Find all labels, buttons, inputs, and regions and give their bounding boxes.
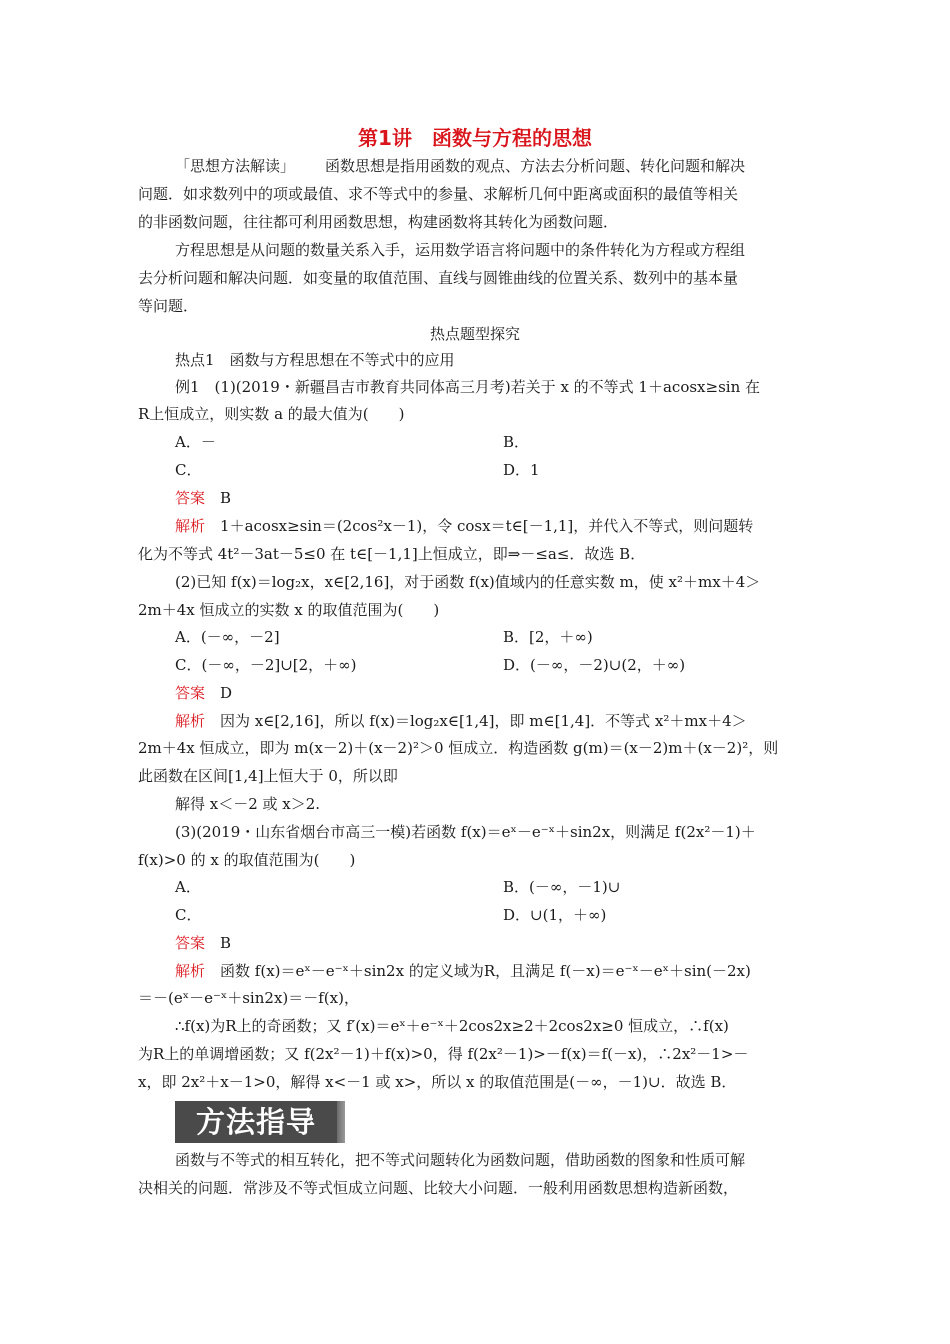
section-heading: 热点题型探究	[429, 325, 520, 343]
ex1-option-d: D．1	[503, 461, 540, 479]
intro-line-3: 的非函数问题，往往都可利用函数思想，构建函数将其转化为函数问题．	[138, 213, 619, 231]
answer-value: D	[220, 684, 233, 702]
ex1-option-b: B．	[503, 433, 530, 451]
solution-text: 1＋acosx≥sin＝(2cos²x－1)，令 cosx＝t∈[－1,1]，并代入不等式，则问题转	[220, 517, 754, 535]
ex2-solution-line-4: 解得 x＜－2 或 x＞2.	[175, 795, 321, 813]
intro-line-5: 去分析问题和解决问题．如变量的取值范围、直线与圆锥曲线的位置关系、数列中的基本量	[138, 269, 739, 287]
ex3-question-line-2: f(x)>0 的 x 的取值范围为( )	[138, 851, 356, 869]
ex3-solution-line-1	[175, 961, 855, 981]
ex2-option-a: A．(－∞，－2]	[175, 628, 280, 646]
ex2-option-b: B．[2，＋∞)	[503, 628, 593, 646]
ex2-solution-line-1	[175, 711, 855, 731]
answer-value: B	[220, 489, 232, 507]
ex1-solution-line-1	[175, 516, 855, 536]
ex1-question-line-2: R上恒成立，则实数 a 的最大值为( )	[138, 405, 405, 423]
intro-line-1	[175, 156, 855, 176]
ex1-option-c: C．	[175, 461, 202, 479]
ex1-question-line-1: 例1 (1)(2019・新疆昌吉市教育共同体高三月考)若关于 x 的不等式 1＋acosx≥sin 在	[175, 378, 761, 396]
solution-label: 解析	[175, 517, 206, 535]
ex2-option-c: C．(－∞，－2]∪[2，＋∞)	[175, 656, 357, 674]
ex3-question-line-1: (3)(2019・山东省烟台市高三一模)若函数 f(x)＝eˣ－e⁻ˣ＋sin2x，则满足 f(2x²－1)＋	[175, 823, 756, 841]
method-line-1: 函数与不等式的相互转化，把不等式问题转化为函数问题，借助函数的图象和性质可解	[175, 1151, 746, 1169]
answer-label: 答案	[175, 684, 206, 702]
method-banner: 方法指导	[175, 1101, 337, 1143]
solution-text: 函数 f(x)＝eˣ－e⁻ˣ＋sin2x 的定义域为R，且满足 f(－x)＝e⁻ˣ－eˣ＋sin(－2x)	[220, 962, 751, 980]
ex3-option-a: A．	[175, 878, 201, 896]
ex1-answer	[175, 488, 855, 508]
intro-line-2: 问题．如求数列中的项或最值、求不等式中的参量、求解析几何中距离或面积的最值等相关	[138, 185, 739, 203]
ex2-answer	[175, 683, 855, 703]
ex2-question-line-2: 2m＋4x 恒成立的实数 x 的取值范围为( )	[138, 601, 440, 619]
ex2-option-d: D．(－∞，－2)∪(2，＋∞)	[503, 656, 686, 674]
hotspot-title: 热点1 函数与方程思想在不等式中的应用	[175, 351, 455, 369]
ex3-option-d: D．∪(1，＋∞)	[503, 906, 607, 924]
ex1-option-a: A．－	[175, 433, 216, 451]
ex3-solution-line-5: x，即 2x²＋x－1>0，解得 x<－1 或 x>，所以 x 的取值范围是(－∞，－1)∪．故选 B．	[138, 1073, 737, 1091]
solution-label: 解析	[175, 962, 206, 980]
intro-line-6: 等问题．	[138, 297, 199, 315]
ex3-option-c: C．	[175, 906, 202, 924]
answer-label: 答案	[175, 489, 206, 507]
solution-label: 解析	[175, 712, 206, 730]
intro-line-4: 方程思想是从问题的数量关系入手，运用数学语言将问题中的条件转化为方程或方程组	[175, 241, 746, 259]
ex3-solution-line-4: 为R上的单调增函数；又 f(2x²－1)＋f(x)>0，得 f(2x²－1)>－f(x)＝f(－x)，∴2x²－1>－	[138, 1045, 749, 1063]
ex3-option-b: B．(－∞，－1)∪	[503, 878, 621, 896]
ex2-solution-line-2: 2m＋4x 恒成立，即为 m(x－2)＋(x－2)²＞0 恒成立．构造函数 g(m)＝(x－2)m＋(x－2)²，则	[138, 739, 779, 757]
method-line-2: 决相关的问题．常涉及不等式恒成立问题、比较大小问题．一般利用函数思想构造新函数，	[138, 1179, 739, 1197]
method-tag: 「思想方法解读」	[175, 157, 296, 175]
ex2-solution-line-3: 此函数在区间[1,4]上恒大于 0，所以即	[138, 767, 398, 785]
page-title: 第1讲 函数与方程的思想	[358, 126, 592, 150]
solution-text: 因为 x∈[2,16]，所以 f(x)＝log₂x∈[1,4]，即 m∈[1,4]．不等式 x²＋mx＋4＞	[220, 712, 747, 730]
ex3-solution-line-2: ＝－(eˣ－e⁻ˣ＋sin2x)＝－f(x)，	[138, 989, 359, 1007]
ex2-question-line-1: (2)已知 f(x)＝log₂x，x∈[2,16]，对于函数 f(x)值域内的任意实数 m，使 x²＋mx＋4＞	[175, 573, 761, 591]
ex3-answer	[175, 933, 855, 953]
answer-label: 答案	[175, 934, 206, 952]
answer-value: B	[220, 934, 232, 952]
ex1-solution-line-2: 化为不等式 4t²－3at－5≤0 在 t∈[－1,1]上恒成立，即⇒－≤a≤．故选 B．	[138, 545, 646, 563]
ex3-solution-line-3: ∴f(x)为R上的奇函数；又 f′(x)＝eˣ＋e⁻ˣ＋2cos2x≥2＋2cos2x≥0 恒成立，∴f(x)	[175, 1017, 729, 1035]
intro-text: 函数思想是指用函数的观点、方法去分析问题、转化问题和解决	[325, 157, 746, 175]
